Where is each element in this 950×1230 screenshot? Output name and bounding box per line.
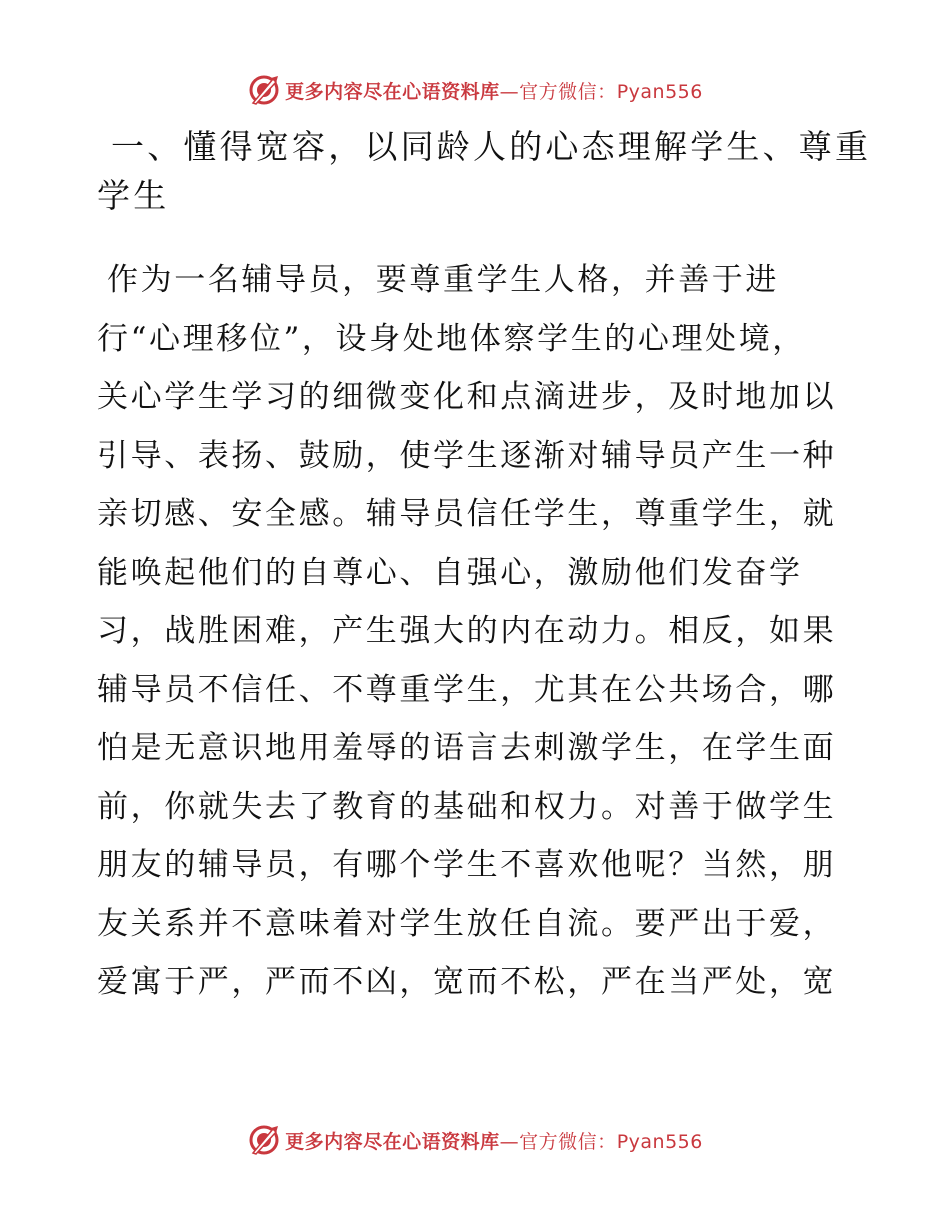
banner-site-text: 更多内容尽在心语资料库 [285, 1130, 500, 1153]
paragraph-line: 行“心理移位”，设身处地体察学生的心理处境， [97, 320, 806, 357]
heading-line: 学生 [97, 176, 170, 215]
paragraph-line: 友关系并不意味着对学生放任自流。要严出于爱， [97, 905, 837, 942]
paragraph-line: 作为一名辅导员，要尊重学生人格，并善于进 [107, 262, 779, 298]
banner-separator: — [499, 1130, 520, 1153]
header-banner [0, 72, 950, 108]
paragraph-line: 关心学生学习的细微变化和点滴进步，及时地加以 [97, 379, 837, 415]
paragraph-line: 辅导员不信任、不尊重学生，尤其在公共场合，哪 [97, 671, 837, 708]
banner-wechat-id: Pyan556 [616, 1130, 703, 1153]
section-heading [97, 122, 872, 220]
paragraph-line: 前，你就失去了教育的基础和权力。对善于做学生 [97, 788, 837, 825]
banner-wechat-label: 官方微信： [519, 80, 617, 103]
quill-logo-icon [247, 1123, 281, 1157]
paragraph-line: 能唤起他们的自尊心、自强心，激励他们发奋学 [97, 554, 803, 591]
banner-wechat-id: Pyan556 [616, 80, 703, 103]
paragraph-line: 亲切感、安全感。辅导员信任学生，尊重学生，就 [97, 496, 837, 532]
paragraph-line: 朋友的辅导员，有哪个学生不喜欢他呢？当然，朋 [97, 847, 837, 883]
paragraph-line: 爱寓于严，严而不凶，宽而不松，严在当严处，宽 [97, 964, 837, 1000]
heading-line: 一、懂得宽容，以同龄人的心态理解学生、尊重 [111, 127, 872, 166]
paragraph-line: 习，战胜困难，产生强大的内在动力。相反，如果 [97, 613, 837, 649]
quill-logo-icon [247, 73, 281, 107]
body-paragraph [97, 251, 857, 1012]
banner-text [285, 77, 703, 104]
banner-wechat-label: 官方微信： [519, 1130, 617, 1153]
paragraph-line: 怕是无意识地用羞辱的语言去刺激学生，在学生面 [97, 730, 837, 766]
banner-separator: — [499, 80, 520, 103]
footer-banner [0, 1122, 950, 1158]
paragraph-line: 引导、表扬、鼓励，使学生逐渐对辅导员产生一种 [97, 437, 837, 474]
banner-text [285, 1127, 703, 1154]
banner-site-text: 更多内容尽在心语资料库 [285, 80, 500, 103]
